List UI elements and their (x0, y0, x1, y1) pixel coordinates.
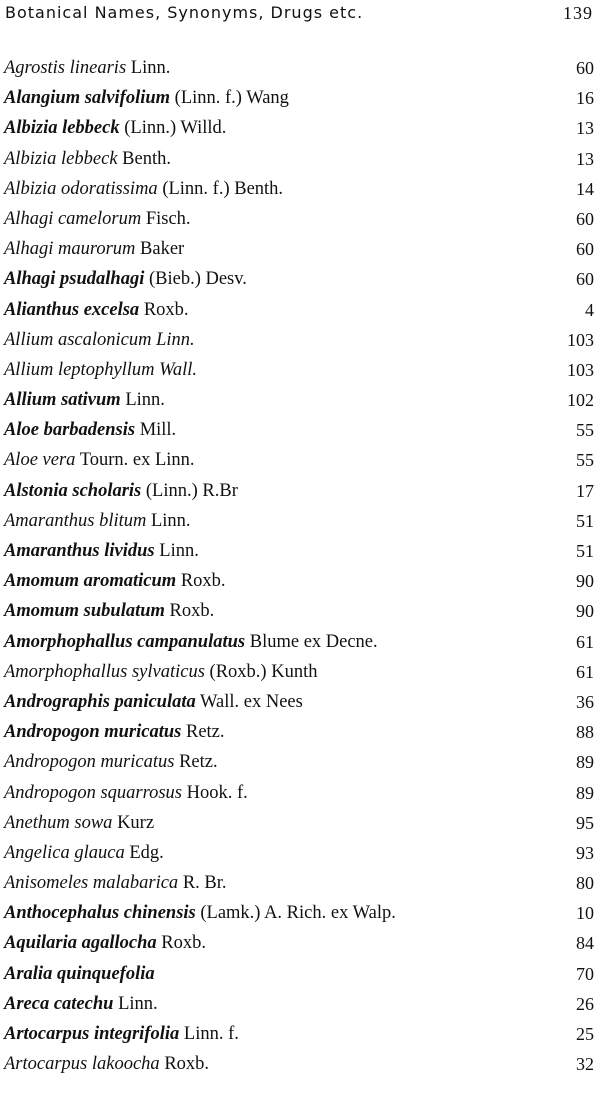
index-entry (4, 928, 594, 958)
page-reference: 17 (576, 480, 594, 501)
entry-name (4, 566, 226, 596)
entry-name (4, 536, 199, 566)
entry-name (4, 596, 214, 626)
page-reference: 32 (576, 1054, 594, 1075)
author-citation: (Linn. f.) Wang (174, 88, 289, 109)
author-citation: (Linn. f.) Benth. (162, 178, 284, 199)
species-name: Albizia lebbeck (4, 118, 120, 139)
species-name: Amomum subulatum (4, 601, 165, 622)
species-name: Amomum aromaticum (4, 571, 177, 592)
index-entry (4, 566, 594, 596)
page-reference: 103 (567, 359, 594, 380)
author-citation: Retz. (185, 722, 225, 743)
index-entry (4, 717, 594, 747)
index-entry (4, 838, 594, 868)
species-name: Allium leptophyllum Wall. (4, 359, 198, 380)
entry-name (4, 1049, 209, 1079)
index-entry (4, 174, 594, 204)
entry-name (4, 717, 225, 747)
entry-name (4, 476, 238, 506)
index-entry (4, 295, 594, 325)
entry-name (4, 1019, 239, 1049)
index-entry (4, 747, 594, 777)
species-name: Agrostis linearis (4, 58, 127, 78)
page-reference: 89 (576, 782, 594, 803)
entry-name (4, 747, 218, 777)
page-reference: 70 (576, 963, 594, 984)
page-reference: 103 (567, 329, 594, 350)
species-name: Alhagi psudalhagi (4, 269, 145, 290)
index-entry (4, 204, 594, 234)
species-name: Aquilaria agallocha (4, 933, 157, 954)
entry-name (4, 657, 317, 687)
page-reference: 51 (576, 541, 594, 561)
author-citation: Retz. (179, 752, 218, 773)
index-entry (4, 234, 594, 264)
author-citation: Benth. (122, 148, 171, 169)
author-citation: (Lamk.) A. Rich. ex Walp. (200, 903, 396, 924)
index-entry (4, 1049, 594, 1079)
species-name: Albizia lebbeck (4, 148, 118, 169)
page-reference: 89 (576, 752, 594, 773)
page-reference: 61 (576, 661, 594, 682)
author-citation: Linn. (125, 390, 165, 411)
page-reference: 88 (576, 722, 594, 743)
author-citation: Linn. (118, 993, 158, 1014)
index-entry (4, 868, 594, 898)
author-citation: R. Br. (182, 873, 227, 894)
index-entry (4, 325, 594, 355)
page-number: 139 (563, 3, 593, 23)
entry-name (4, 989, 158, 1019)
index-entry (4, 898, 594, 928)
species-name: Alhagi camelorum (4, 208, 142, 229)
species-name: Artocarpus lakoocha (4, 1054, 160, 1075)
page-reference: 4 (585, 299, 594, 320)
entry-name (4, 687, 303, 717)
entry-name (4, 868, 227, 898)
species-name: Andrographis paniculata (4, 691, 196, 712)
entry-name (4, 808, 154, 838)
species-name: Albizia odoratissima (4, 178, 158, 199)
index-entry (4, 144, 594, 174)
entry-name (4, 83, 289, 113)
author-citation: Linn. f. (183, 1024, 239, 1044)
author-citation: Tourn. ex Linn. (79, 450, 195, 471)
author-citation: (Linn.) Willd. (124, 118, 227, 139)
species-name: Aloe vera (4, 450, 76, 471)
index-entry (4, 808, 594, 838)
page-reference: 80 (576, 873, 594, 894)
index-entry (4, 415, 594, 445)
author-citation: Blume ex Decne. (249, 631, 378, 652)
index-entry (4, 264, 594, 294)
index-entry (4, 687, 594, 717)
page-reference: 14 (576, 178, 594, 199)
page-reference: 26 (576, 993, 594, 1014)
species-name: Amaranthus blitum (4, 510, 147, 531)
author-citation: Roxb. (180, 571, 226, 592)
species-name: Alangium salvifolium (4, 88, 171, 109)
page-reference: 102 (567, 390, 594, 411)
index-entry (4, 778, 594, 808)
author-citation: Wall. ex Nees (200, 691, 303, 712)
species-name: Amaranthus lividus (4, 541, 155, 561)
species-name: Artocarpus integrifolia (4, 1024, 180, 1044)
index-entry (4, 959, 594, 989)
page-reference: 93 (576, 842, 594, 863)
page-reference: 13 (576, 118, 594, 139)
species-name: Allium ascalonicum Linn. (4, 329, 195, 350)
index-entry (4, 445, 594, 475)
entry-name (4, 204, 191, 234)
author-citation: Roxb. (164, 1054, 210, 1075)
author-citation: Edg. (129, 842, 164, 863)
author-citation: Kurz (117, 812, 155, 833)
author-citation: (Linn.) R.Br (145, 480, 238, 501)
author-citation: Roxb. (143, 299, 189, 320)
entry-name (4, 264, 247, 294)
species-name: Allium sativum (4, 390, 121, 411)
entry-name (4, 445, 195, 475)
page-reference: 60 (576, 208, 594, 229)
entry-name (4, 174, 283, 204)
page-reference: 13 (576, 148, 594, 169)
entry-name (4, 144, 171, 174)
author-citation: Baker (140, 239, 185, 260)
author-citation: Roxb. (161, 933, 206, 954)
page-reference: 60 (576, 239, 594, 260)
index-entry (4, 83, 594, 113)
index-entry (4, 536, 594, 566)
species-name: Amorphophallus sylvaticus (4, 661, 205, 682)
page-reference: 10 (576, 903, 594, 924)
page-reference: 51 (576, 510, 594, 531)
species-name: Areca catechu (4, 993, 114, 1014)
author-citation: Linn. (159, 541, 199, 561)
entry-name (4, 113, 226, 143)
entry-name (4, 415, 176, 445)
index-entry (4, 385, 594, 415)
entry-name (4, 627, 378, 657)
index-entry (4, 596, 594, 626)
entry-name (4, 838, 164, 868)
entry-name (4, 325, 195, 355)
entry-name (4, 506, 191, 536)
entry-name (4, 778, 248, 808)
page-reference: 36 (576, 691, 594, 712)
page-header (5, 0, 595, 26)
species-name: Aloe barbadensis (4, 420, 136, 441)
author-citation: Linn. (150, 510, 191, 531)
entry-name (4, 234, 184, 264)
index-entry (4, 627, 594, 657)
species-name: Alhagi maurorum (4, 239, 136, 260)
botanical-name-index (4, 53, 594, 1079)
entry-name (4, 959, 155, 989)
species-name: Andropogon muricatus (4, 752, 175, 773)
entry-name (4, 928, 206, 958)
species-name: Anethum sowa (4, 812, 113, 833)
index-entry (4, 1019, 594, 1049)
species-name: Angelica glauca (4, 842, 125, 863)
species-name: Andropogon squarrosus (4, 782, 182, 803)
index-entry (4, 476, 594, 506)
author-citation: Roxb. (169, 601, 215, 622)
page-reference: 60 (576, 269, 594, 290)
author-citation: (Bieb.) Desv. (148, 269, 247, 290)
entry-name (4, 295, 189, 325)
species-name: Alstonia scholaris (4, 480, 142, 501)
species-name: Aralia quinquefolia (4, 963, 155, 984)
index-entry (4, 989, 594, 1019)
page-reference: 90 (576, 601, 594, 622)
entry-name (4, 355, 197, 385)
entry-name (4, 53, 170, 83)
page-reference: 16 (576, 88, 594, 109)
author-citation: Fisch. (145, 208, 191, 229)
author-citation: Mill. (139, 420, 177, 441)
page-reference: 60 (576, 58, 594, 78)
species-name: Amorphophallus campanulatus (4, 631, 246, 652)
page-reference: 90 (576, 571, 594, 592)
page-reference: 55 (576, 450, 594, 471)
author-citation: Hook. f. (186, 782, 248, 803)
species-name: Anthocephalus chinensis (4, 903, 196, 924)
species-name: Anisomeles malabarica (4, 873, 179, 894)
index-entry (4, 657, 594, 687)
index-entry (4, 506, 594, 536)
author-citation: (Roxb.) Kunth (209, 661, 318, 682)
entry-name (4, 385, 165, 415)
page-reference: 95 (576, 812, 594, 833)
author-citation: Linn. (130, 58, 171, 78)
species-name: Alianthus excelsa (4, 299, 140, 320)
page-reference: 84 (576, 933, 594, 954)
running-title: Botanical Names, Synonyms, Drugs etc. (5, 3, 364, 22)
page-reference: 25 (576, 1024, 594, 1044)
page-reference: 55 (576, 420, 594, 441)
page-reference: 61 (576, 631, 594, 652)
entry-name (4, 898, 396, 928)
index-entry (4, 113, 594, 143)
index-entry (4, 355, 594, 385)
index-entry (4, 53, 594, 83)
species-name: Andropogon muricatus (4, 722, 182, 743)
